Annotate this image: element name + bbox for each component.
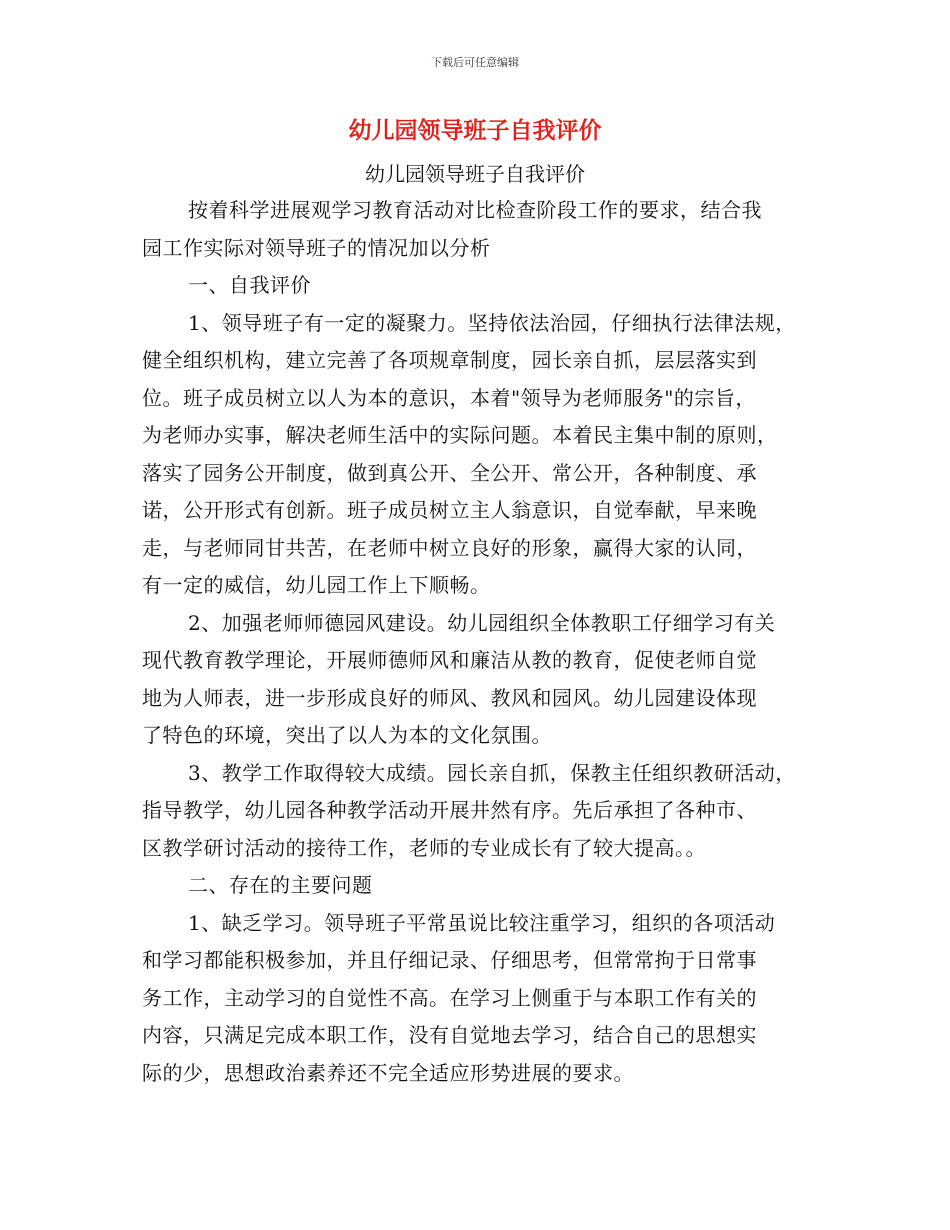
body-line: 走，与老师同甘共苦，在老师中树立良好的形象，赢得大家的认同， — [142, 535, 757, 560]
document-title: 幼儿园领导班子自我评价 — [348, 118, 602, 144]
body-line: 3、教学工作取得较大成绩。园长亲自抓，保教主任组织教研活动， — [188, 760, 796, 785]
body-line: 际的少，思想政治素养还不完全适应形势进展的要求。 — [142, 1060, 634, 1085]
body-line: 了特色的环境，突出了以人为本的文化氛围。 — [142, 723, 552, 747]
body-line: 按着科学进展观学习教育活动对比检查阶段工作的要求，结合我 — [188, 198, 762, 222]
body-line: 现代教育教学理论，开展师德师风和廉洁从教的教育，促使老师自觉 — [142, 648, 757, 672]
body-line: 地为人师表，进一步形成良好的师风、教风和园风。幼儿园建设体现 — [142, 685, 757, 710]
header-note: 下载后可任意编辑 — [431, 56, 519, 69]
body-line: 务工作，主动学习的自觉性不高。在学习上侧重于与本职工作有关的 — [142, 985, 757, 1010]
body-line: 健全组织机构，建立完善了各项规章制度，园长亲自抓，层层落实到 — [142, 348, 757, 372]
body-line: 诺，公开形式有创新。班子成员树立主人翁意识，自觉奉献，早来晚 — [142, 498, 757, 522]
body-line: 二、存在的主要问题 — [188, 873, 373, 897]
body-line: 和学习都能积极参加，并且仔细记录、仔细思考，但常常拘于日常事 — [142, 948, 757, 972]
body-line: 为老师办实事，解决老师生活中的实际问题。本着民主集中制的原则， — [142, 423, 778, 447]
body-line: 落实了园务公开制度，做到真公开、全公开、常公开，各种制度、承 — [142, 460, 757, 485]
body-line: 1、领导班子有一定的凝聚力。坚持依法治园，仔细执行法律法规， — [188, 310, 796, 335]
body-line: 位。班子成员树立以人为本的意识，本着"领导为老师服务"的宗旨， — [142, 385, 756, 410]
body-line: 有一定的威信，幼儿园工作上下顺畅。 — [142, 573, 491, 597]
body-line: 内容，只满足完成本职工作，没有自觉地去学习，结合自己的思想实 — [142, 1023, 757, 1047]
body-line: 2、加强老师师德园风建设。幼儿园组织全体教职工仔细学习有关 — [188, 610, 776, 635]
body-line: 一、自我评价 — [188, 273, 311, 297]
body-line: 区教学研讨活动的接待工作，老师的专业成长有了较大提高。。 — [142, 835, 706, 860]
body-line: 园工作实际对领导班子的情况加以分析 — [142, 235, 491, 260]
body-line: 指导教学，幼儿园各种教学活动开展井然有序。先后承担了各种市、 — [142, 798, 757, 822]
document-subtitle: 幼儿园领导班子自我评价 — [365, 162, 585, 186]
body-line: 1、缺乏学习。领导班子平常虽说比较注重学习，组织的各项活动 — [188, 910, 776, 935]
